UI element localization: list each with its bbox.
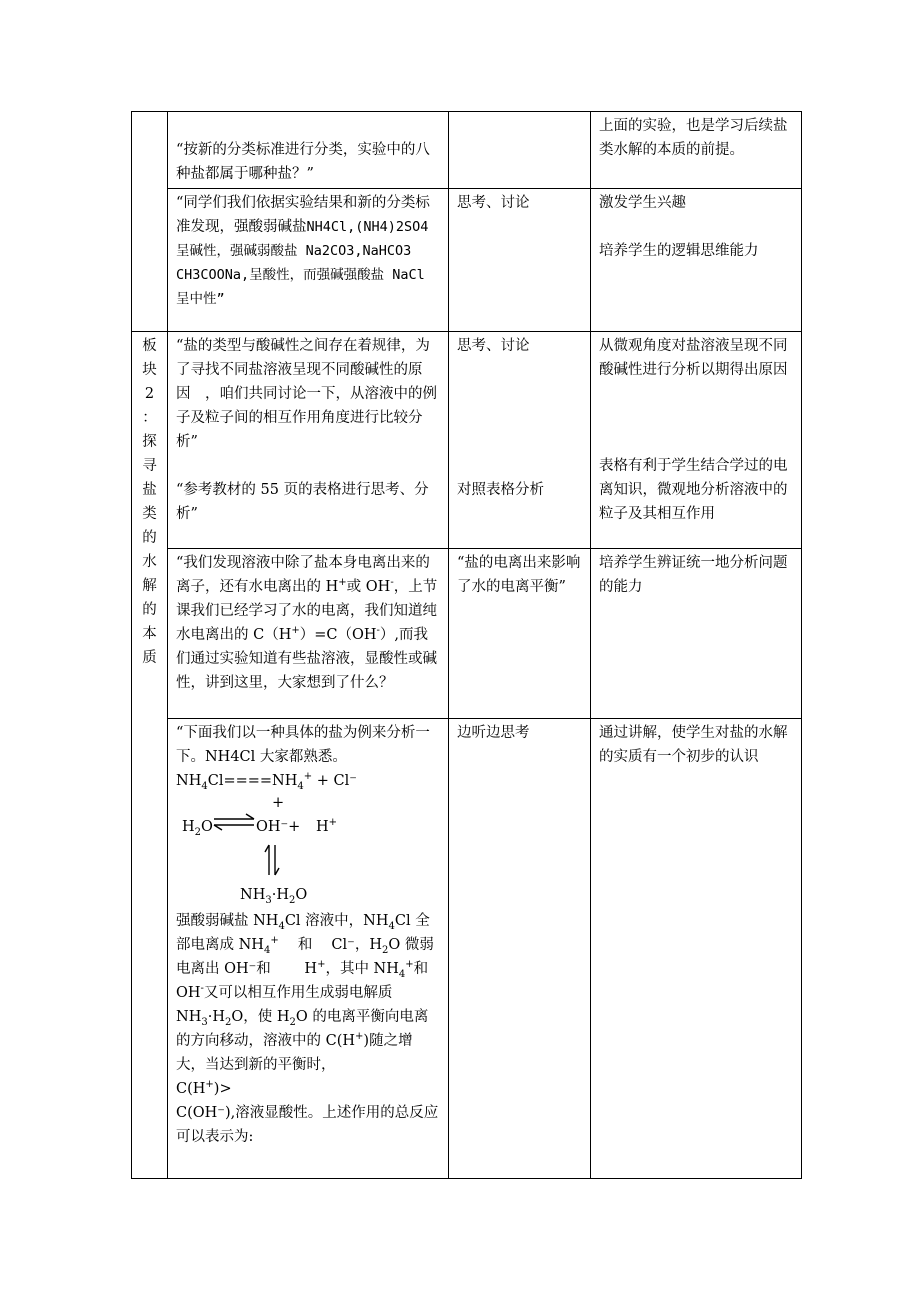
student-cell [449, 332, 591, 549]
student-text: 思考、讨论 [457, 338, 530, 354]
vertical-equilibrium-arrow-icon [264, 843, 280, 877]
content-text: “参考教材的 55 页的表格进行思考、分析” [176, 482, 429, 522]
content-text: ）=C（OH [299, 627, 377, 643]
intent-text: 激发学生兴趣 [599, 195, 686, 211]
superscript: + [291, 625, 300, 637]
content-cell [168, 719, 449, 1179]
intent-cell [591, 549, 802, 719]
intent-text: 表格有利于学生结合学过的电离知识，微观地分析溶液中的粒子及其相互作用 [599, 458, 788, 522]
section-char: 探 [142, 434, 157, 450]
content-text: 或 OH [346, 579, 391, 595]
equation-water: $H_2O$ [182, 819, 213, 838]
section-char: 板 [142, 338, 157, 354]
student-text: 边听边思考 [457, 725, 530, 741]
content-text: “盐的类型与酸碱性之间存在着规律，为了寻找不同盐溶液呈现不同酸碱性的原因 ，咱们共同讨论一下，从溶液中的例子及粒子间的相互作用角度进行比较分析” [176, 338, 437, 450]
section-char: 2 [144, 386, 155, 402]
equation-line-1: $NH_4Cl====NH_4^+ + Cl^-$ [176, 771, 357, 792]
content-cell [168, 332, 449, 549]
section-char: 类 [142, 506, 157, 522]
content-text: “我们发现溶液中除了盐本身电离出来的离子，还有水电离出的 H [176, 555, 430, 595]
table-row [132, 549, 802, 719]
section-char: 的 [142, 530, 157, 546]
intent-text: 培养学生的逻辑思维能力 [599, 243, 759, 259]
equation-hydroxide: OH⁻+ [256, 819, 301, 835]
intent-text: 从微观角度对盐溶液呈现不同酸碱性进行分析以期得出原因 [599, 338, 788, 378]
superscript: + [338, 577, 347, 589]
intent-text: 培养学生辨证统一地分析问题的能力 [599, 555, 788, 595]
content-text: ，上节课我们已经学习了水的电离，我们知道纯水电离出的 C（H [176, 579, 438, 643]
superscript: - [390, 577, 394, 589]
student-text: “盐的电离出来影响了水的电离平衡” [457, 555, 581, 595]
section-char: 块 [142, 362, 157, 378]
table-row [132, 719, 802, 1179]
student-cell [449, 549, 591, 719]
content-text: ）,而我们通过实验知道有些盐溶液，显酸性或碱性，讲到这里，大家想到了什么？ [176, 627, 437, 691]
intent-text: 通过讲解，使学生对盐的水解的实质有一个初步的认识 [599, 725, 788, 765]
section-cell-empty [132, 112, 168, 332]
content-formula-text: NH4Cl,(NH4)2SO4 呈碱性，强碱弱酸盐 Na2CO3,NaHCO3 CH3COONa,呈酸性，而强碱强酸盐 NaCl 呈中性” [176, 219, 429, 307]
section-char: 本 [142, 626, 157, 642]
content-text: “下面我们以一种具体的盐为例来分析一下。NH4Cl 大家都熟悉。 [176, 725, 430, 765]
student-text: 思考、讨论 [457, 195, 530, 211]
content-text: “按新的分类标准进行分类，实验中的八种盐都属于哪种盐？” [176, 142, 430, 182]
student-cell [449, 112, 591, 189]
intent-cell [591, 189, 802, 332]
explanation-text: 强酸弱碱盐 $NH_4Cl$ 溶液中，$NH_4Cl$ 全部电离成 $NH_4^+$ 和 Cl⁻，$H_2O$ 微弱电离出 OH⁻和 H+，其中 $NH_4^+$和 OH-又可以相互作用生成弱电解质 $NH_3\cdot H_2O$，使 $H_2O$ 的电离平衡向电离的方向移动，溶液中的 C(H+)随之增大，当达到新的平衡时， C(H+)> C(OH⁻),溶液显酸性。上述作用的总反应可以表示为: [176, 913, 439, 1145]
equation-plus: + [272, 795, 285, 811]
section-label-cell [132, 332, 168, 1179]
equilibrium-arrow-icon [212, 813, 256, 831]
table-row [132, 189, 802, 332]
section-char: 盐 [142, 482, 157, 498]
student-cell [449, 189, 591, 332]
intent-cell [591, 719, 802, 1179]
section-char: 解 [142, 578, 157, 594]
section-char: 水 [142, 554, 157, 570]
content-cell [168, 549, 449, 719]
student-text: 对照表格分析 [457, 482, 544, 498]
section-char: ： [142, 410, 157, 426]
equation-ammonia-hydrate: $NH_3\cdot H_2O$ [240, 887, 308, 906]
lesson-plan-table [131, 111, 802, 1179]
section-char: 质 [142, 650, 157, 666]
intent-cell [591, 332, 802, 549]
student-cell [449, 719, 591, 1179]
intent-cell [591, 112, 802, 189]
ionization-equation-diagram [176, 769, 440, 909]
content-text: “同学们我们依据实验结果和新的分类标准发现，强酸弱碱盐 [176, 195, 430, 235]
section-char: 寻 [142, 458, 157, 474]
content-cell [168, 189, 449, 332]
content-cell [168, 112, 449, 189]
table-row [132, 332, 802, 549]
section-char: 的 [142, 602, 157, 618]
superscript: - [376, 625, 380, 637]
table-row [132, 112, 802, 189]
equation-hydrogen: H+ [316, 817, 338, 835]
intent-text: 上面的实验，也是学习后续盐类水解的本质的前提。 [599, 118, 788, 158]
